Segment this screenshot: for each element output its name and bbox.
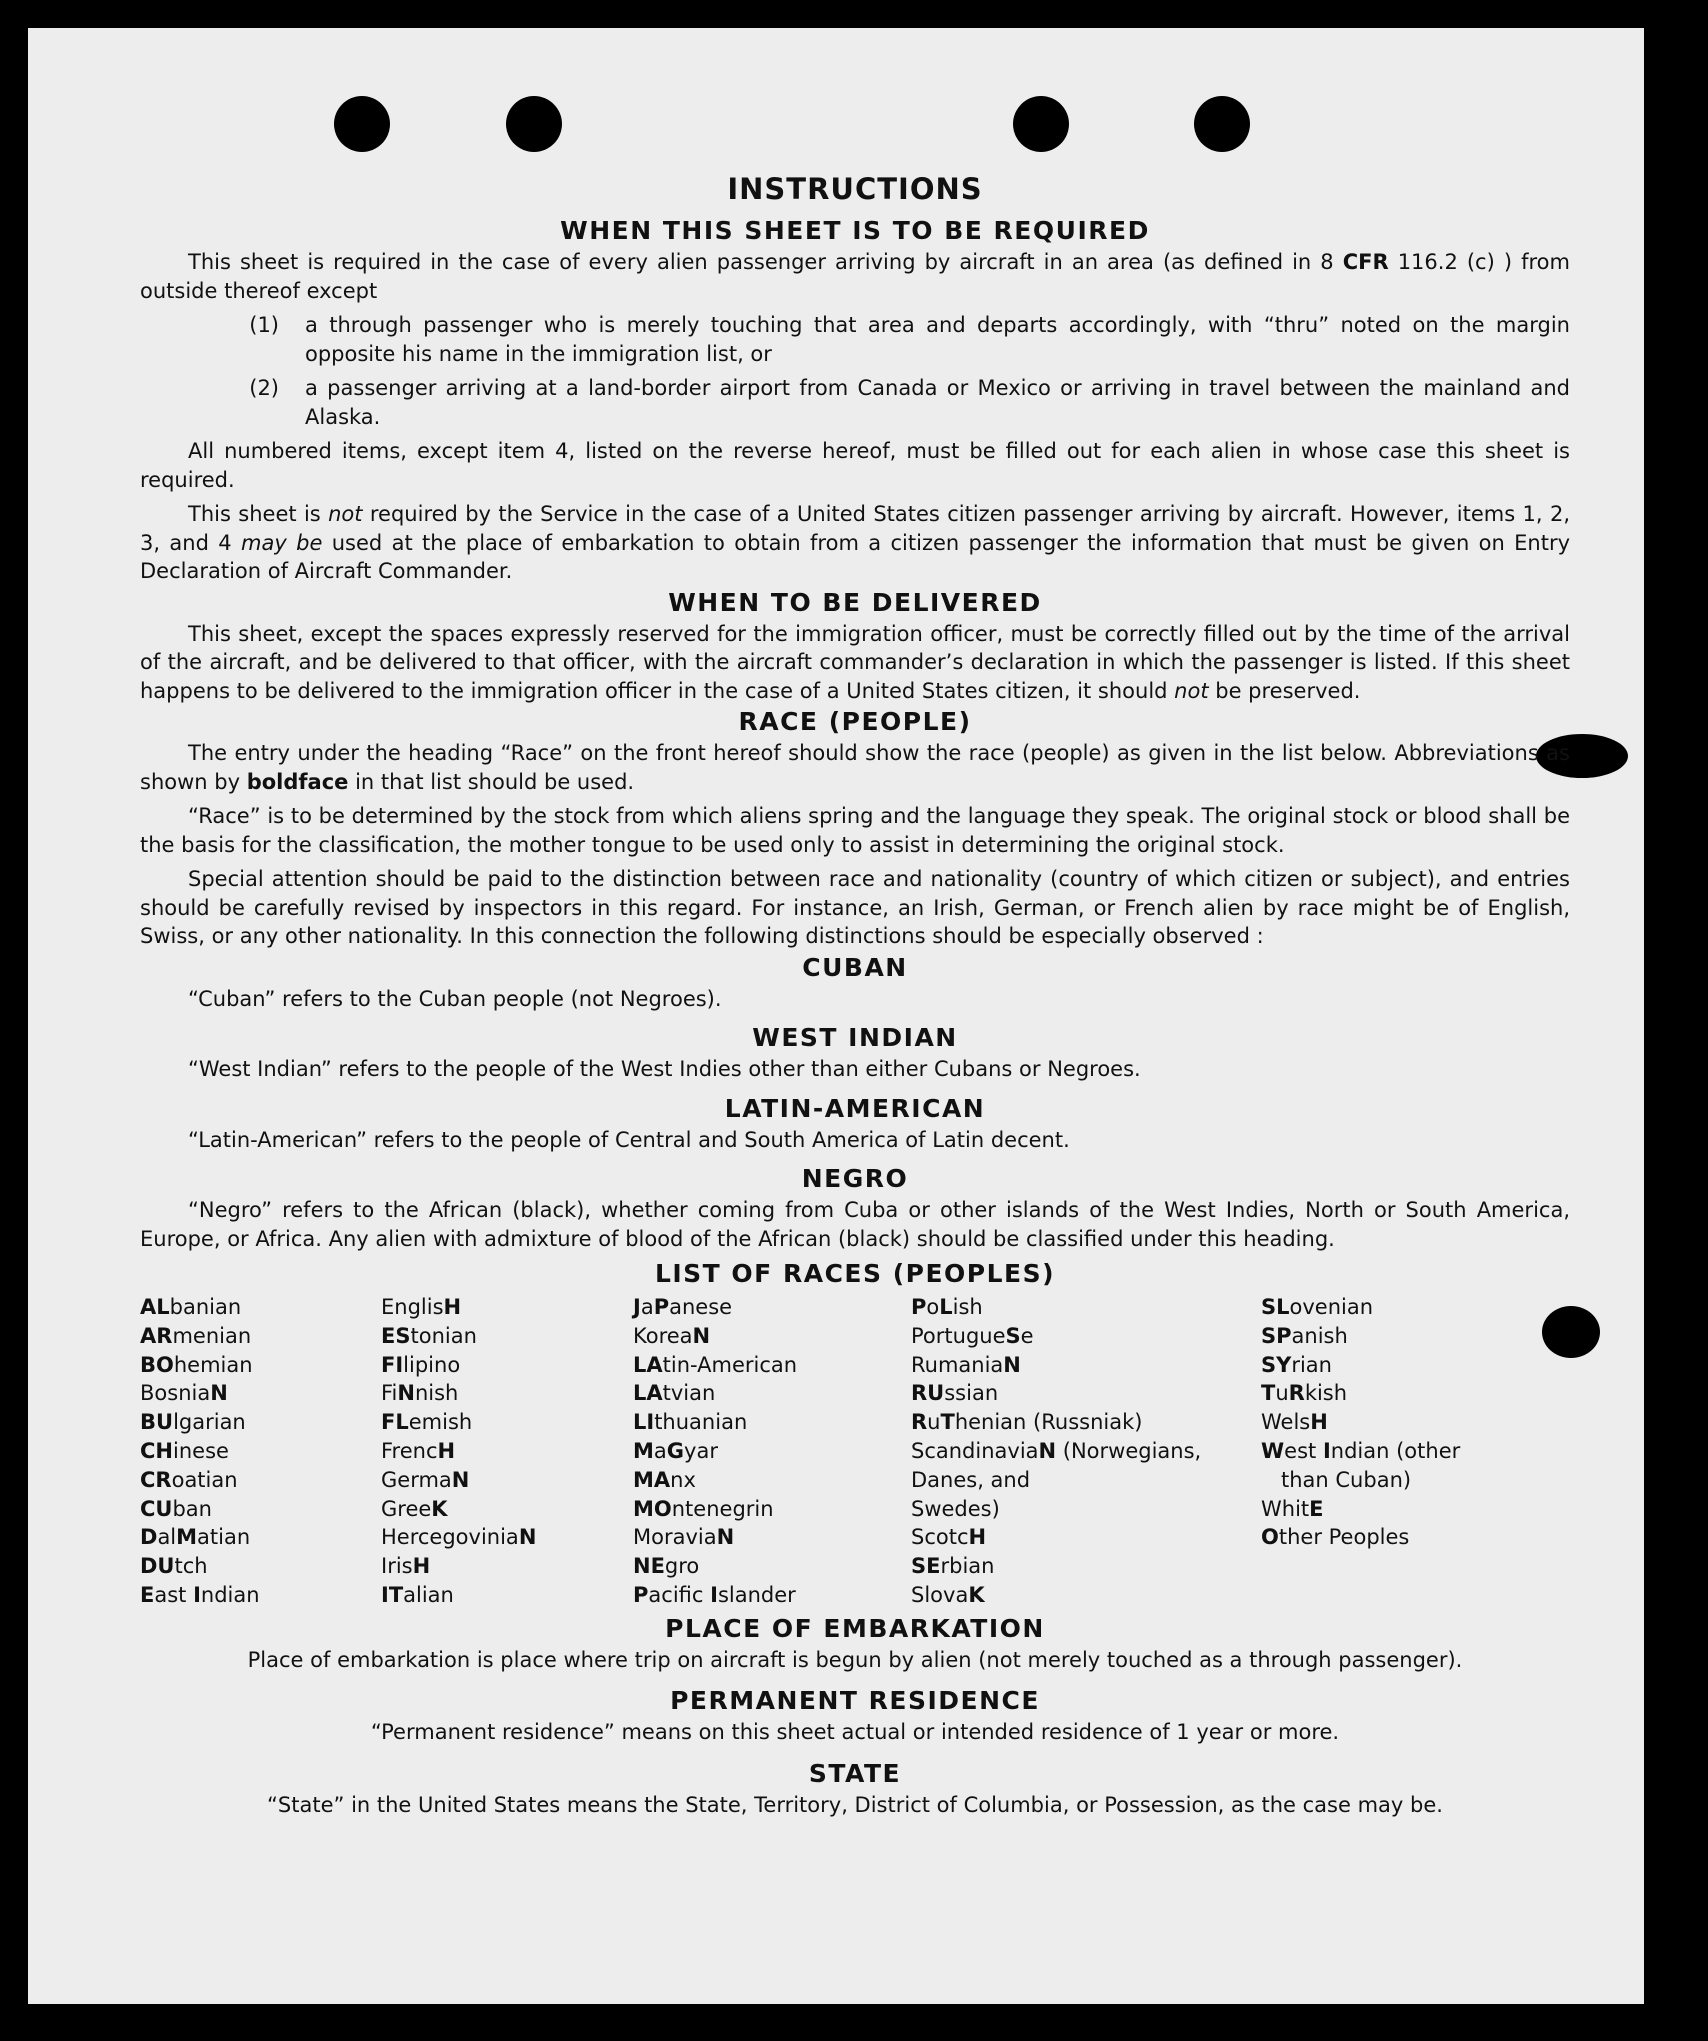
para-latin-american: “Latin-American” refers to the people of Central and South America of Latin decent. [188,1127,1070,1152]
para-race-entry: The entry under the heading “Race” on the front hereof should show the race (people) as given in the list below. Abbreviations as shown by boldface in that list should be used. [140,741,1570,794]
race-entry: RUssian [911,1381,999,1406]
race-entry: ScotcH [911,1525,987,1550]
heading-list-of-races: LIST OF RACES (PEOPLES) [654,1259,1056,1288]
punch-hole-4 [1194,96,1250,152]
races-column-2 [381,1293,633,1610]
race-entry: NEgro [633,1554,700,1579]
races-column-1 [140,1293,381,1610]
races-column-5 [1261,1293,1561,1610]
para-race-nationality: Special attention should be paid to the distinction between race and nationality (country of which citizen or subject), and entries should be carefully revised by inspectors in this regard. For instance, an Irish, German, or French alien by race might be of English, Swiss, or any other nationality. In this connection the following distinctions should be especially observed : [140,867,1570,948]
race-entry: ALbanian [140,1295,242,1319]
race-entry: BOhemian [140,1352,253,1377]
para-embarkation: Place of embarkation is place where trip on aircraft is begun by alien (not merely touched as a through passenger). [247,1647,1463,1672]
punch-hole-3 [1013,96,1069,152]
races-column-4 [911,1293,1261,1610]
race-entry: Swedes) [911,1496,1000,1521]
para-numbered-items: All numbered items, except item 4, listed on the reverse hereof, must be filled out for each alien in whose case this sheet is required. [140,439,1570,492]
race-entry: PoLish [911,1295,983,1319]
heading-when-delivered: WHEN TO BE DELIVERED [668,587,1042,617]
race-entry: DalMatian [140,1525,251,1550]
race-entry: Other Peoples [1261,1525,1410,1550]
race-entry: GermaN [381,1467,470,1492]
race-entry: EnglisH [381,1295,462,1319]
race-entry: FrencH [381,1438,456,1463]
race-entry: ScandinaviaN (Norwegians, [911,1438,1202,1463]
race-entry: CUban [140,1496,212,1521]
race-entry: JaPanese [633,1295,733,1319]
heading-latin-american: LATIN-AMERICAN [724,1093,986,1123]
para-required-intro: This sheet is required in the case of every alien passenger arriving by aircraft in an area (as defined in 8 CFR 116.2 (c) ) from outside thereof except [140,250,1570,303]
heading-cuban: CUBAN [802,952,908,982]
race-entry: HercegoviniaN [381,1525,537,1550]
heading-negro: NEGRO [801,1164,909,1193]
race-entry: EStonian [381,1323,477,1348]
race-entry: IrisH [381,1554,431,1579]
race-entry: Danes, and [911,1467,1031,1492]
para-citizen: This sheet is not required by the Service in the case of a United States citizen passenger arriving by aircraft. However, items 1, 2, 3, and 4 may be used at the place of embarkation to obtain from a citizen passenger the information that must be given on Entry Declaration of Aircraft Commander. [140,502,1571,583]
para-cuban: “Cuban” refers to the Cuban people (not Negroes). [188,986,722,1011]
race-entry: SLovenian [1261,1295,1374,1319]
instructions-body [140,164,1570,1819]
heading-race: RACE (PEOPLE) [738,707,972,736]
heading-state: STATE [808,1758,902,1788]
race-entry: MoraviaN [633,1525,735,1550]
race-entry: Pacific Islander [633,1582,796,1607]
heading-west-indian: WEST INDIAN [752,1023,958,1052]
instruction-sheet [28,28,1644,2004]
race-entry: SPanish [1261,1323,1348,1348]
punch-hole-2 [506,96,562,152]
race-entry: SYrian [1261,1352,1332,1377]
race-entry: FIlipino [381,1352,461,1377]
race-entry: RuThenian (Russniak) [911,1410,1143,1435]
race-entry: CRoatian [140,1467,238,1492]
race-entry: KoreaN [633,1323,711,1348]
race-entry: WelsH [1261,1410,1328,1435]
para-state: “State” in the United States means the State, Territory, District of Columbia, or Possession, as the case may be. [267,1792,1443,1817]
page-title: INSTRUCTIONS [727,172,983,206]
para-delivery: This sheet, except the spaces expressly reserved for the immigration officer, must be correctly filled out by the time of the arrival of the aircraft, and be delivered to that officer, with the aircraft commander’s declaration in which the passenger is listed. If this sheet happens to be delivered to the immigration officer in the case of a United States citizen, it should not be preserved. [140,621,1570,703]
punch-hole-1 [334,96,390,152]
race-entry: MOntenegrin [633,1496,774,1521]
race-entry: GreeK [381,1496,448,1521]
race-entry: LAtin-American [633,1352,798,1377]
race-entry: RumaniaN [911,1352,1021,1377]
exception-item-2: (2) a passenger arriving at a land-border airport from Canada or Mexico or arriving in travel between the mainland and Alaska. [249,376,1570,429]
para-negro: “Negro” refers to the African (black), whether coming from Cuba or other islands of the West Indies, North or South America, Europe, or Africa. Any alien with admixture of blood of the African (black) should be classified under this heading. [140,1198,1570,1251]
race-entry: LIthuanian [633,1410,748,1435]
race-entry: TuRkish [1261,1381,1348,1406]
race-entry: WhitE [1261,1496,1324,1521]
exception-item-1: (1) a through passenger who is merely touching that area and departs accordingly, with “thru” noted on the margin opposite his name in the immigration list, or [249,313,1570,366]
race-entry: SlovaK [911,1582,985,1607]
race-entry: than Cuban) [1281,1467,1412,1492]
race-entry: BosniaN [140,1381,228,1406]
heading-permanent-residence: PERMANENT RESIDENCE [670,1686,1040,1716]
race-entry: SErbian [911,1554,995,1579]
para-west-indian: “West Indian” refers to the people of the West Indies other than either Cubans or Negroes. [188,1057,1141,1081]
race-entry: BUlgarian [140,1410,246,1435]
race-entry: CHinese [140,1438,229,1463]
race-entry: DUtch [140,1554,208,1579]
race-entry: ITalian [381,1582,454,1607]
race-entry: PortugueSe [911,1323,1034,1348]
race-entry: LAtvian [633,1381,716,1406]
para-race-stock: “Race” is to be determined by the stock from which aliens spring and the language they speak. The original stock or blood shall be the basis for the classification, the mother tongue to be used only to assist in determining the original stock. [140,804,1570,857]
para-permanent-residence: “Permanent residence” means on this sheet actual or intended residence of 1 year or more. [370,1720,1340,1745]
race-entry: ARmenian [140,1323,252,1348]
race-entry: FLemish [381,1410,473,1435]
heading-embarkation: PLACE OF EMBARKATION [665,1613,1045,1643]
race-entry: FiNnish [381,1381,459,1406]
race-entry: MaGyar [633,1438,718,1463]
race-entry: West Indian (other [1261,1438,1461,1463]
race-entry: East Indian [140,1582,260,1607]
race-entry: MAnx [633,1467,696,1492]
heading-when-required: WHEN THIS SHEET IS TO BE REQUIRED [560,216,1150,245]
races-list [140,1293,1570,1610]
races-column-3 [633,1293,911,1610]
